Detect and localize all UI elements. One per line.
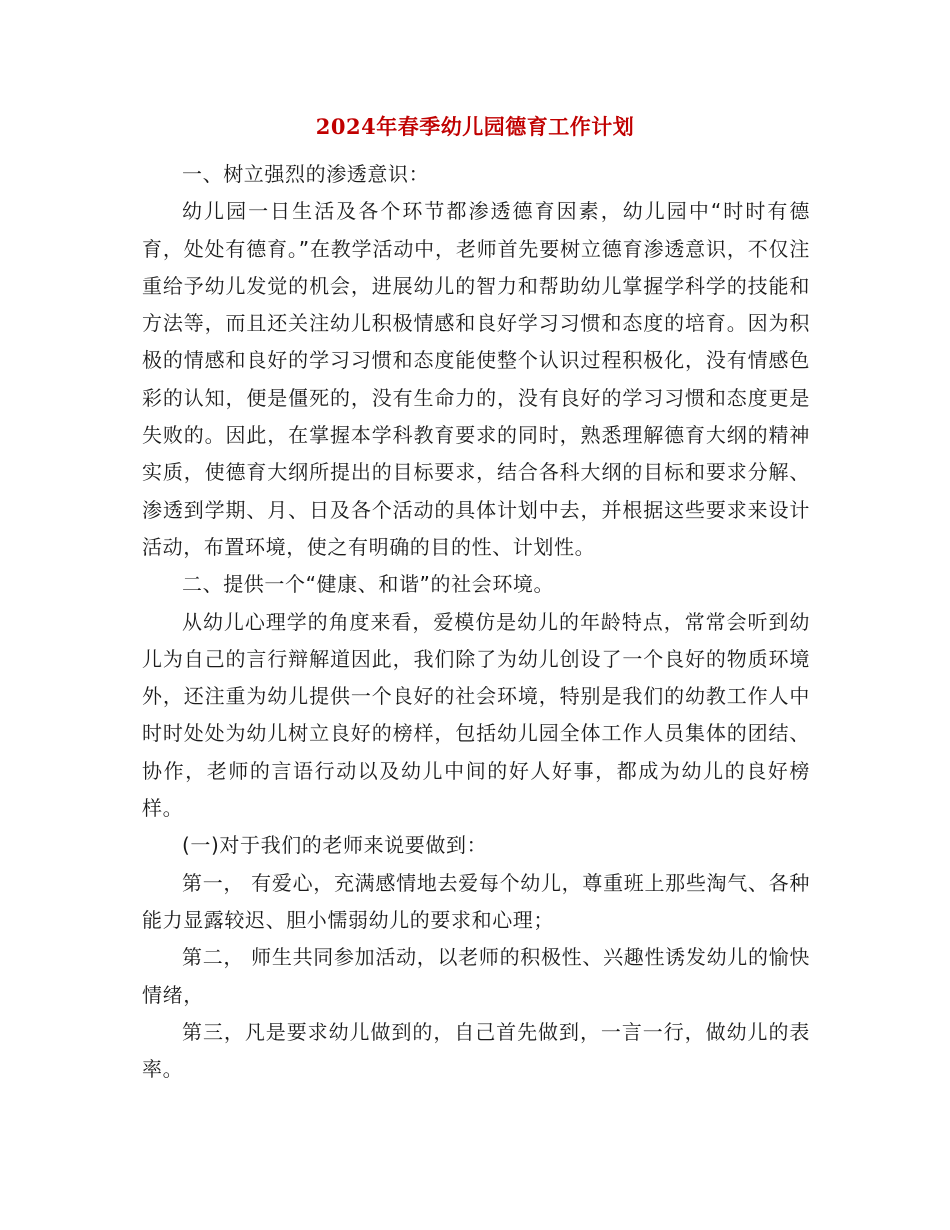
paragraph-1: 幼儿园一日生活及各个环节都渗透德育因素，幼儿园中“时时有德育，处处有德育。”在教学活动中，老师首先要树立德育渗透意识，不仅注重给予幼儿发觉的机会，进展幼儿的智力和帮助幼儿掌握学科学的技能和方法等，而且还关注幼儿积极情感和良好学习习惯和态度的培育。因为积极的情感和良好的学习习惯和态度能使整个认识过程积极化，没有情感色彩的认知，便是僵死的，没有生命力的，没有良好的学习习惯和态度更是失败的。因此，在掌握本学科教育要求的同时，熟悉理解德育大纲的精神实质，使德育大纲所提出的目标要求，结合各科大纲的目标和要求分解、渗透到学期、月、日及各个活动的具体计划中去，并根据这些要求来设计活动，布置环境，使之有明确的目的性、计划性。 [142,199,810,559]
list-item-second: 第二， 师生共同参加活动，以老师的积极性、兴趣性诱发幼儿的愉快情绪， [142,945,810,1007]
paragraph-2: 从幼儿心理学的角度来看，爱模仿是幼儿的年龄特点，常常会听到幼儿为自己的言行辩解道因此，我们除了为幼儿创设了一个良好的物质环境外，还注重为幼儿提供一个良好的社会环境，特别是我们的幼教工作人中时时处处为幼儿树立良好的榜样，包括幼儿园全体工作人员集体的团结、协作，老师的言语行动以及幼儿中间的好人好事，都成为幼儿的良好榜样。 [142,609,810,821]
section-heading-1: 一、树立强烈的渗透意识： [182,162,430,186]
subsection-heading-1: (一)对于我们的老师来说要做到： [182,833,488,858]
list-item-first: 第一， 有爱心，充满感情地去爱每个幼儿，尊重班上那些淘气、各种能力显露较迟、胆小懦弱幼儿的要求和心理； [142,870,810,932]
document-body [142,156,810,1088]
section-heading-2: 二、提供一个“健康、和谐”的社会环境。 [182,572,555,597]
document-title: 2024年春季幼儿园德育工作计划 [315,114,635,139]
list-item-third: 第三，凡是要求幼儿做到的，自己首先做到，一言一行，做幼儿的表率。 [142,1019,810,1082]
